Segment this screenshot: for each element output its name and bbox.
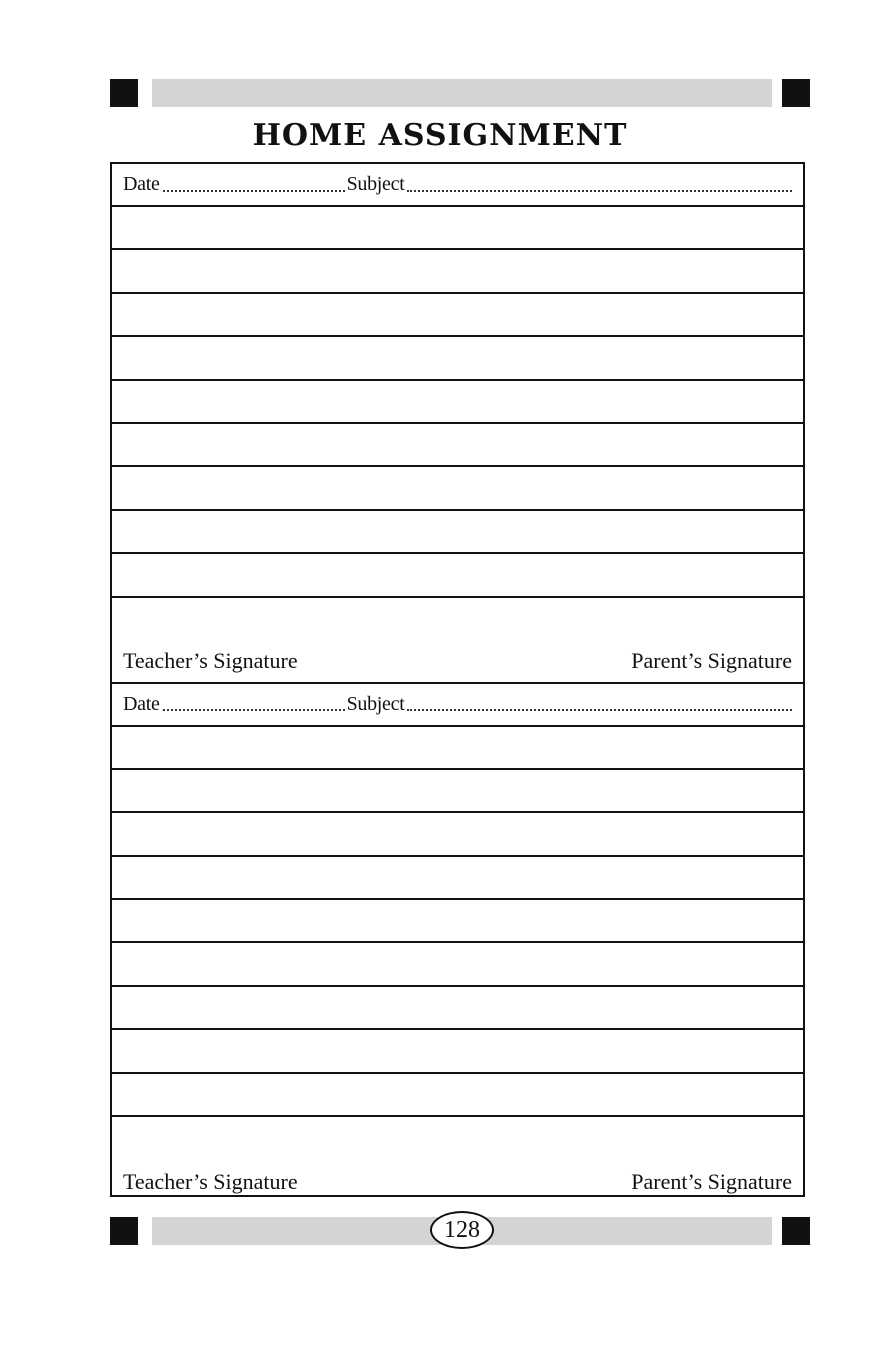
subject-field[interactable] — [407, 190, 792, 192]
date-field[interactable] — [163, 709, 345, 711]
top-decorative-bar — [110, 79, 810, 107]
teacher-signature-label: Teacher’s Signature — [123, 647, 298, 673]
date-label: Date — [123, 173, 160, 195]
date-subject-row — [112, 164, 803, 207]
top-left-black-square — [110, 79, 138, 107]
writing-line[interactable] — [112, 381, 803, 424]
writing-line[interactable] — [112, 1074, 803, 1117]
writing-line[interactable] — [112, 337, 803, 380]
writing-line[interactable] — [112, 813, 803, 856]
subject-label: Subject — [346, 692, 405, 715]
writing-line[interactable] — [112, 1030, 803, 1073]
writing-line[interactable] — [112, 900, 803, 943]
teacher-signature-label: Teacher’s Signature — [123, 1169, 298, 1195]
subject-field[interactable] — [407, 709, 792, 711]
page-number: 128 — [430, 1211, 494, 1249]
writing-line[interactable] — [112, 467, 803, 510]
date-subject-row — [112, 684, 803, 727]
assignment-block-2 — [112, 684, 803, 1204]
assignment-block-1 — [112, 164, 803, 684]
parent-signature-label: Parent’s Signature — [631, 1169, 792, 1195]
writing-line[interactable] — [112, 250, 803, 293]
date-label: Date — [123, 692, 160, 715]
signature-row — [112, 598, 803, 684]
page-title: HOME ASSIGNMENT — [252, 118, 628, 153]
writing-line[interactable] — [112, 857, 803, 900]
writing-line[interactable] — [112, 770, 803, 813]
writing-line[interactable] — [112, 207, 803, 250]
writing-line[interactable] — [112, 511, 803, 554]
writing-line[interactable] — [112, 294, 803, 337]
writing-line[interactable] — [112, 424, 803, 467]
subject-label: Subject — [346, 173, 405, 195]
top-gray-strip — [152, 79, 772, 107]
parent-signature-label: Parent’s Signature — [631, 647, 792, 673]
top-right-black-square — [782, 79, 810, 107]
assignment-sheet — [110, 162, 805, 1197]
signature-row — [112, 1117, 803, 1203]
writing-line[interactable] — [112, 727, 803, 770]
bottom-left-black-square — [110, 1217, 138, 1245]
writing-line[interactable] — [112, 987, 803, 1030]
date-field[interactable] — [163, 190, 345, 192]
writing-line[interactable] — [112, 554, 803, 597]
writing-line[interactable] — [112, 943, 803, 986]
bottom-right-black-square — [782, 1217, 810, 1245]
